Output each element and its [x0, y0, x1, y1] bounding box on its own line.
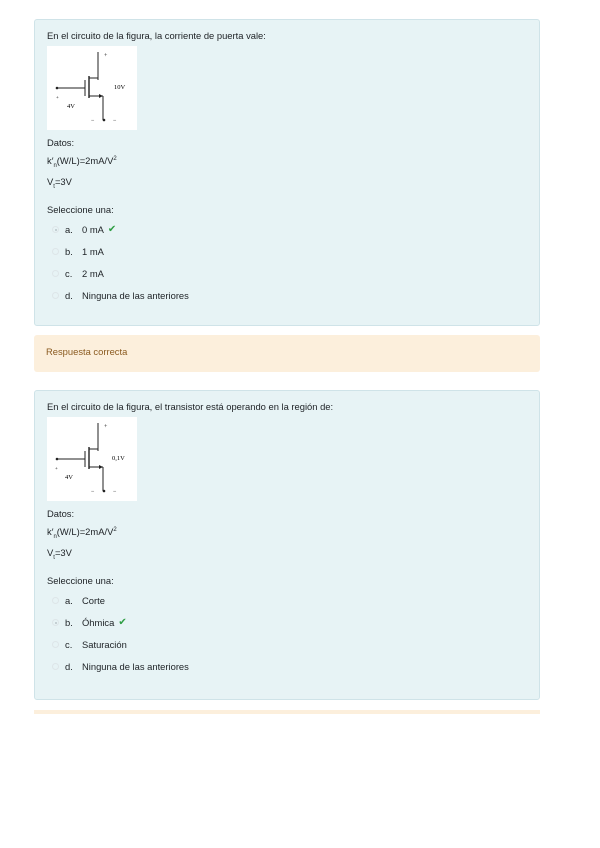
answer-options: [47, 590, 527, 678]
question-text: En el circuito de la figura, el transistor está operando en la región de:: [47, 401, 334, 412]
circuit-figure: [47, 46, 137, 130]
radio-button[interactable]: [52, 226, 59, 233]
svg-text:+: +: [56, 96, 59, 101]
param-kn: $k'_n(W/L)=2mA/V^2$: [47, 155, 117, 169]
correct-check-icon: ✔: [118, 617, 127, 629]
supply-voltage-label: 0,1V: [112, 455, 125, 462]
option-c[interactable]: c. Saturación: [47, 634, 527, 656]
radio-button[interactable]: [52, 292, 59, 299]
question-text: En el circuito de la figura, la corriente de puerta vale:: [47, 30, 266, 41]
svg-text:−: −: [113, 489, 117, 495]
param-vt: $V_t=3V$: [47, 546, 72, 561]
gate-voltage-label: 4V: [65, 474, 73, 481]
option-d[interactable]: d. Ninguna de las anteriores: [47, 656, 527, 678]
option-d[interactable]: d. Ninguna de las anteriores: [47, 285, 527, 307]
gate-voltage-label: 4V: [67, 103, 75, 110]
param-kn: $k'_n(W/L)=2mA/V^2$: [47, 526, 117, 540]
datos-label: Datos:: [47, 137, 75, 148]
radio-button[interactable]: [52, 641, 59, 648]
radio-button[interactable]: [52, 270, 59, 277]
svg-text:+: +: [104, 424, 108, 430]
svg-text:−: −: [91, 118, 95, 124]
svg-text:−: −: [113, 118, 117, 124]
question-1: [34, 19, 540, 326]
radio-button[interactable]: [52, 619, 59, 626]
correct-check-icon: ✔: [107, 224, 117, 236]
option-a[interactable]: a. Corte: [47, 590, 527, 612]
select-prompt: Seleccione una:: [47, 574, 114, 586]
circuit-figure: [47, 417, 137, 501]
svg-text:+: +: [104, 53, 108, 59]
radio-button[interactable]: [52, 663, 59, 670]
select-prompt: Seleccione una:: [47, 203, 114, 215]
svg-text:+: +: [55, 467, 58, 472]
radio-button[interactable]: [52, 248, 59, 255]
param-vt: $V_t=3V$: [47, 175, 72, 190]
answer-options: [47, 219, 527, 307]
datos-label: Datos:: [47, 508, 75, 519]
supply-voltage-label: 10V: [114, 84, 126, 91]
svg-text:−: −: [91, 489, 95, 495]
option-b[interactable]: b. 1 mA: [47, 241, 527, 263]
option-c[interactable]: c. 2 mA: [47, 263, 527, 285]
feedback-box-partial: [34, 710, 540, 714]
option-a[interactable]: a. 0 mA ✔: [47, 219, 527, 241]
feedback-box: [34, 335, 540, 372]
feedback-text: Respuesta correcta: [46, 346, 128, 357]
radio-button[interactable]: [52, 597, 59, 604]
question-2: [34, 390, 540, 700]
option-b[interactable]: b. Óhmica ✔: [47, 612, 527, 634]
